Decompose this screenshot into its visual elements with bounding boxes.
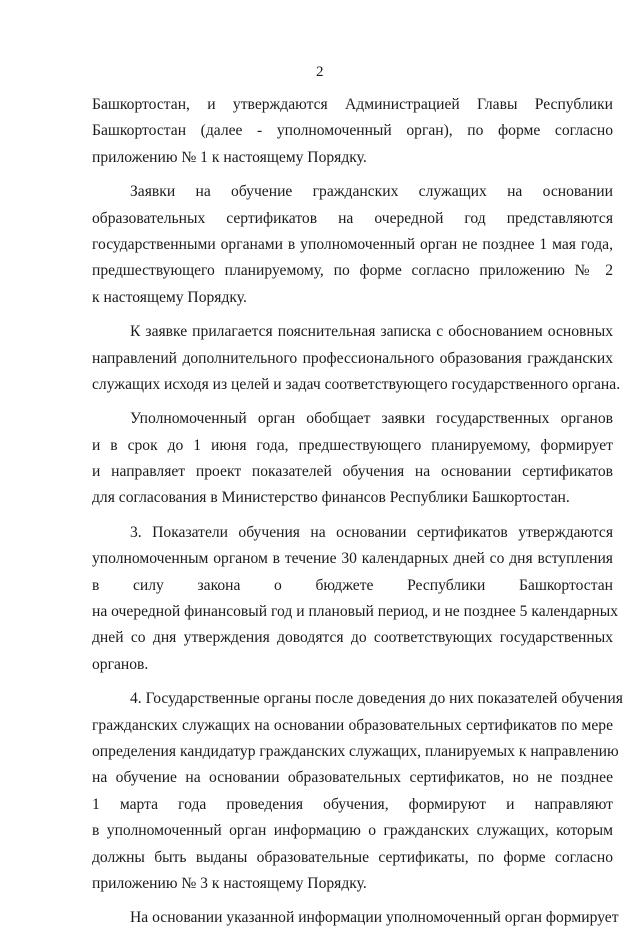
text-line: К заявке прилагается пояснительная записка с обоснованием основных <box>130 323 613 341</box>
text-line: гражданских служащих на основании образовательных сертификатов по мере <box>92 716 613 734</box>
text-line: Башкортостан, и утверждаются Администрацией Главы Республики <box>92 96 613 113</box>
text-line: Уполномоченный орган обобщает заявки государственных органов <box>130 410 613 428</box>
paragraph-gap <box>92 897 613 905</box>
text-line: На основании указанной информации уполномоченный орган формирует <box>130 909 619 927</box>
text-line: Башкортостан (далее - уполномоченный орган), по форме согласно <box>92 122 613 140</box>
text-line: Заявки на обучение гражданских служащих на основании <box>130 183 613 201</box>
text-line: должны быть выданы образовательные сертификаты, по форме согласно <box>92 848 613 866</box>
text-line: приложению № 3 к настоящему Порядку. <box>92 874 367 892</box>
paragraph-gap <box>92 398 613 406</box>
text-line: уполномоченным органом в течение 30 календарных дней со дня вступления <box>92 550 613 568</box>
paragraph <box>92 406 613 512</box>
text-line: к настоящему Порядку. <box>92 288 247 306</box>
paragraph-gap <box>92 678 613 686</box>
text-line: 4. Государственные органы после доведения до них показателей обучения <box>130 690 623 708</box>
paragraph <box>92 686 623 897</box>
page-number: 2 <box>316 64 324 80</box>
text-line: и в срок до 1 июня года, предшествующего планируемому, формирует <box>92 436 613 454</box>
text-line: и направляет проект показателей обучения на основании сертификатов <box>92 463 613 481</box>
paragraph <box>92 179 613 311</box>
text-line: приложению № 1 к настоящему Порядку. <box>92 148 367 166</box>
text-line: служащих исходя из целей и задач соответствующего государственного органа. <box>92 375 621 393</box>
text-line: 1 марта года проведения обучения, формируют и направляют <box>92 795 613 813</box>
paragraph-gap <box>92 171 613 179</box>
text-line: в силу закона о бюджете Республики Башкортостан <box>92 576 613 594</box>
text-line: образовательных сертификатов на очередной год представляются <box>92 209 613 227</box>
text-line: направлений дополнительного профессионального образования гражданских <box>92 349 613 367</box>
text-line: предшествующего планируемому, по форме согласно приложению № 2 <box>92 262 613 280</box>
text-line: в уполномоченный орган информацию о гражданских служащих, которым <box>92 822 613 840</box>
text-line: 3. Показатели обучения на основании сертификатов утверждаются <box>130 523 613 541</box>
text-line: на очередной финансовый год и плановый период, и не позднее 5 календарных <box>92 603 619 621</box>
paragraph-gap <box>92 311 613 319</box>
text-line: органов. <box>92 655 149 673</box>
paragraph-gap <box>92 512 613 520</box>
text-line: на обучение на основании образовательных сертификатов, но не позднее <box>92 769 613 787</box>
paragraph <box>92 92 613 171</box>
text-line: государственными органами в уполномоченный орган не позднее 1 мая года, <box>92 235 613 253</box>
text-line: для согласования в Министерство финансов Республики Башкортостан. <box>92 489 570 507</box>
document-body <box>92 92 623 932</box>
text-line: дней со дня утверждения доводятся до соответствующих государственных <box>92 629 613 647</box>
paragraph <box>92 905 619 931</box>
paragraph <box>92 520 619 678</box>
text-line: определения кандидатур гражданских служащих, планируемых к направлению <box>92 742 619 760</box>
paragraph <box>92 319 621 398</box>
